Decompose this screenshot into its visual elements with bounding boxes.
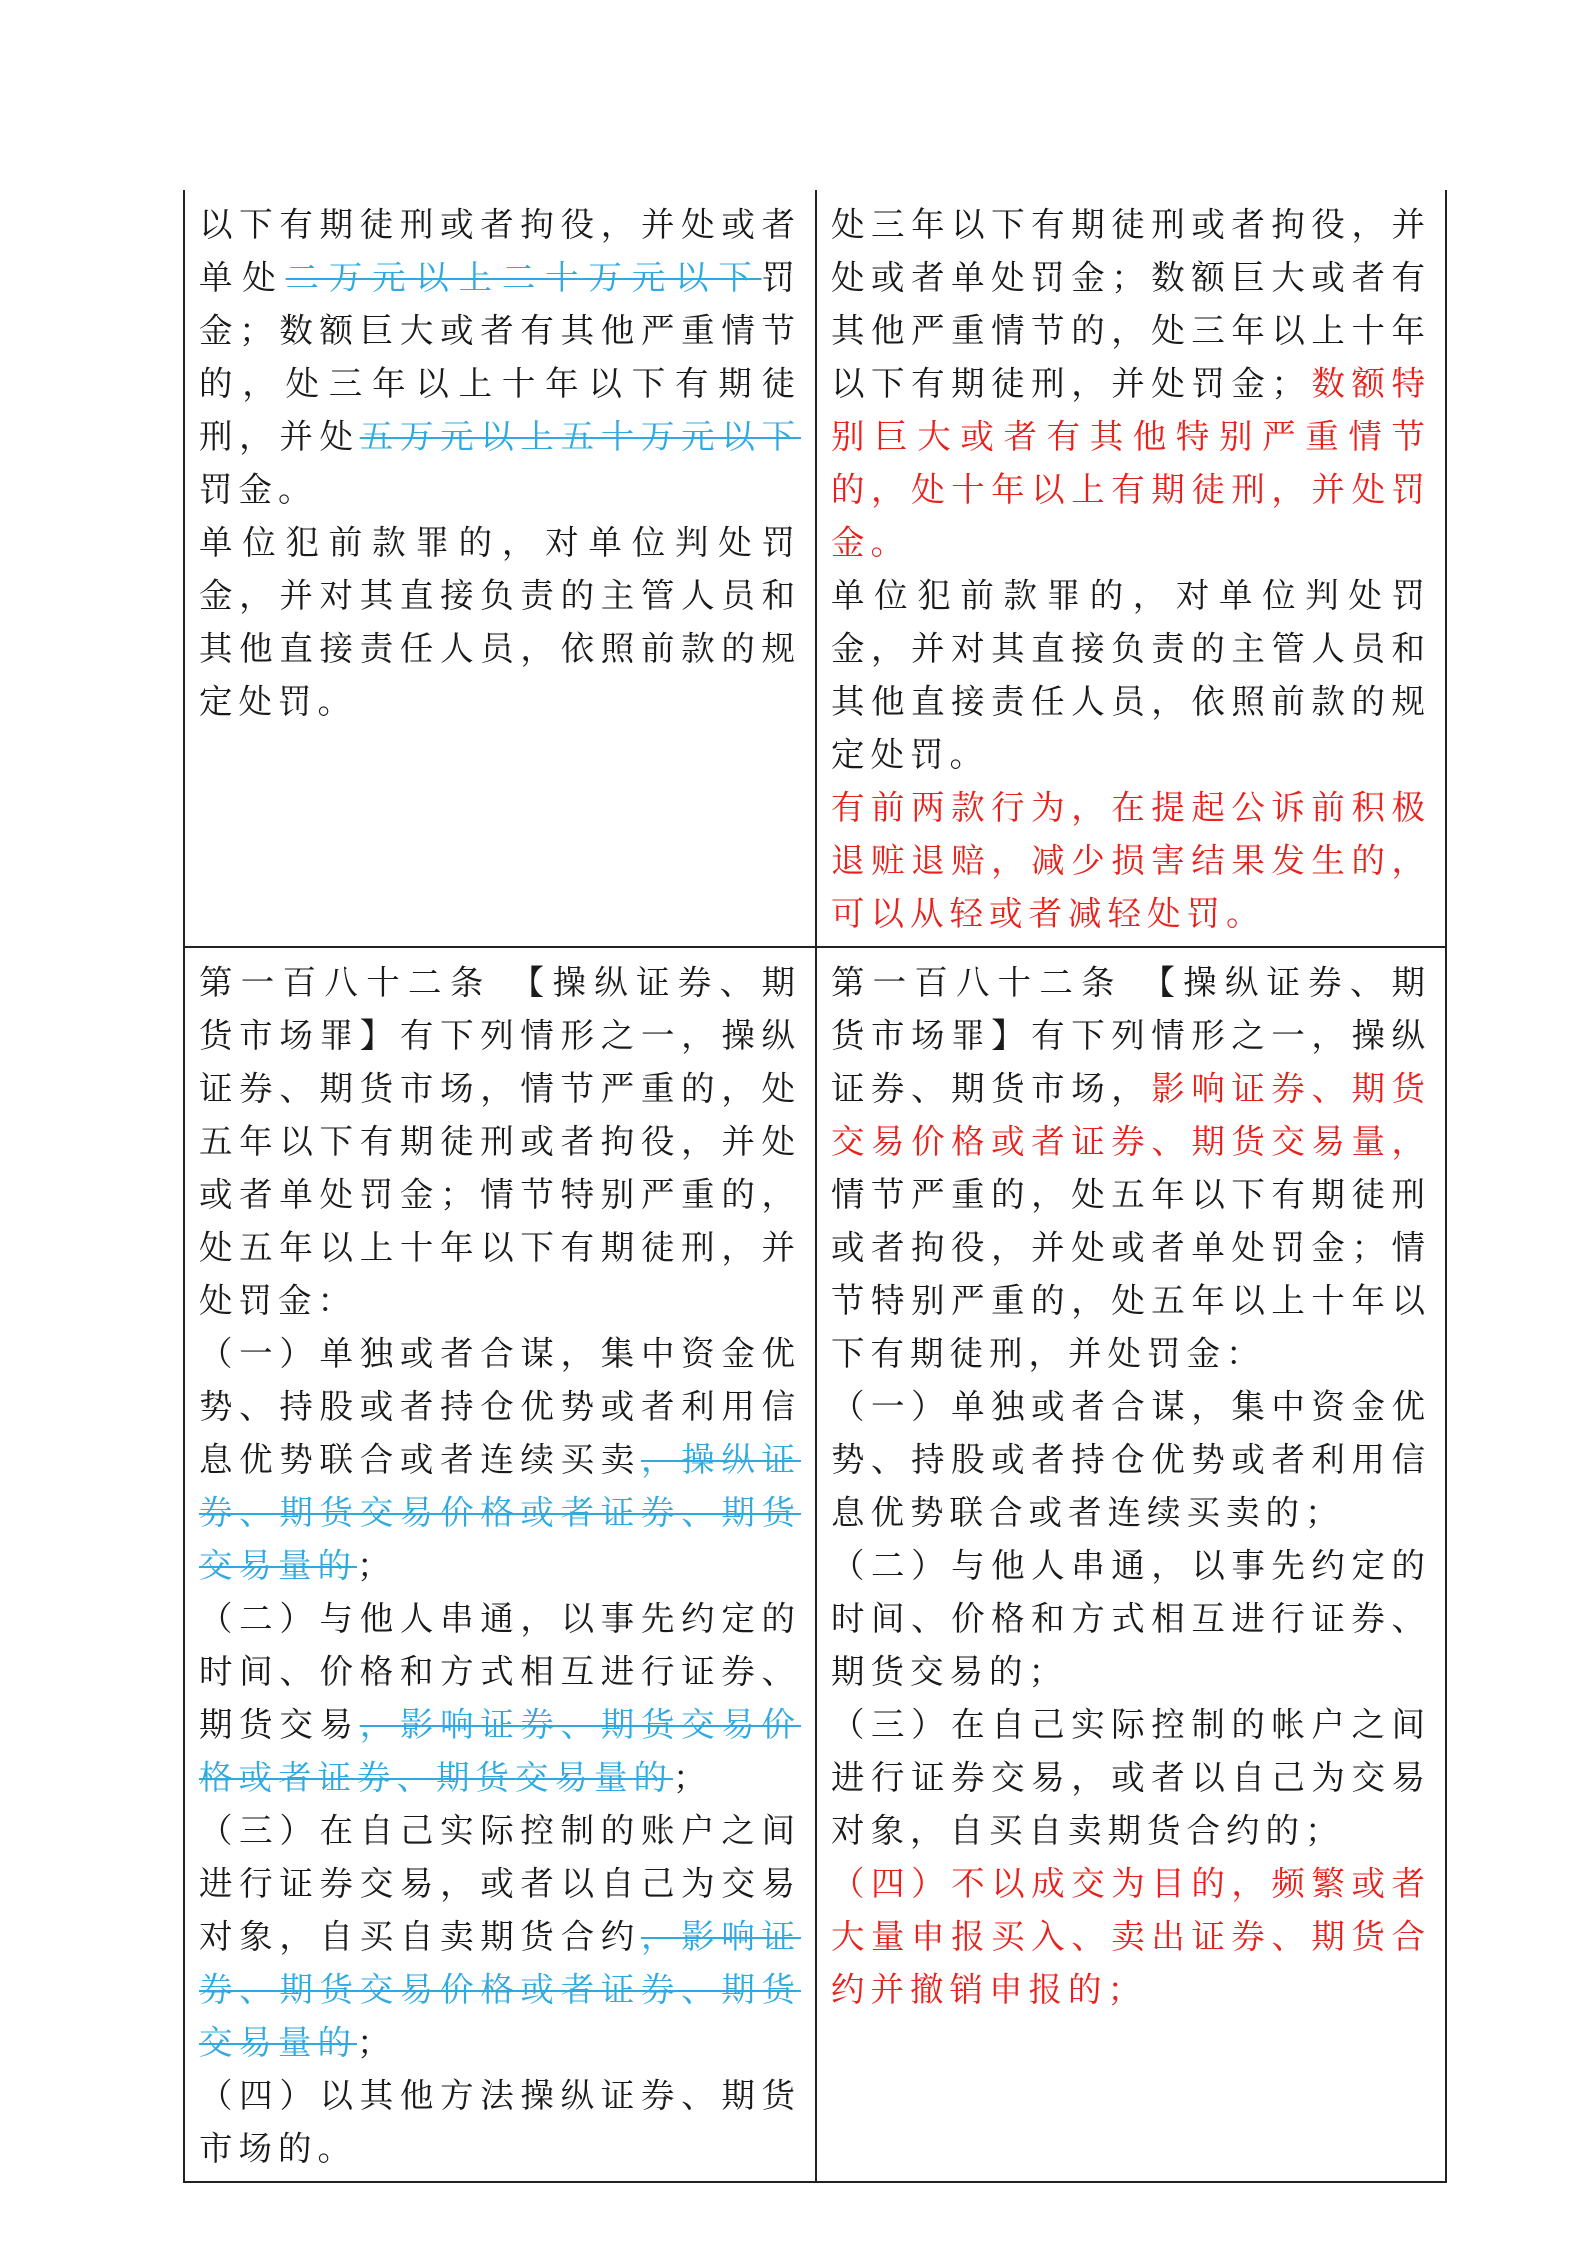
clause-paragraph [831,1698,1431,1857]
clause-text: 以下有期徒刑或者拘役，并处或者单处 [199,205,801,297]
deleted-text: 五万元以上五十万元以下 [359,417,802,456]
clause-paragraph [199,956,801,1327]
clause-paragraph [199,198,801,516]
clause-paragraph [199,2069,801,2175]
clause-paragraph [831,781,1431,940]
clause-text: （三）在自己实际控制的账户之间进行证券交易，或者以自己为交易对象，自买自卖期货合约 [199,1811,801,1956]
inserted-text: （四）不以成交为目的，频繁或者大量申报买入、卖出证券、期货合约并撤销申报的； [831,1864,1431,2009]
clause-paragraph [831,569,1431,781]
old-text-cell [184,190,816,947]
clause-text: 单位犯前款罪的，对单位判处罚金，并对其直接负责的主管人员和其他直接责任人员，依照前款的规定处罚。 [831,576,1431,774]
clause-text: （三）在自己实际控制的帐户之间进行证券交易，或者以自己为交易对象，自买自卖期货合约的； [831,1705,1431,1850]
clause-text: 罚金；数额巨大或者有其他严重情节的，处三年以上十年以下有期徒刑，并处 [199,258,802,456]
clause-text: ； [357,1546,397,1585]
table-row [184,190,1446,947]
clause-text: （二）与他人串通，以事先约定的时间、价格和方式相互进行证券、期货交易 [199,1599,801,1744]
deleted-text: 二万元以上二十万元以下 [285,258,762,297]
inserted-text: 有前两款行为，在提起公诉前积极退赃退赔，减少损害结果发生的，可以从轻或者减轻处罚。 [831,788,1431,933]
clause-text: 罚金。 [199,470,318,509]
clause-text: 第一百八十二条 【操纵证券、期货市场罪】有下列情形之一，操纵证券、期货市场， [831,963,1431,1108]
clause-paragraph [831,1539,1431,1698]
table-row [184,947,1446,2182]
new-text-cell [816,947,1446,2182]
deleted-text: ，操纵证券、期货交易价格或者证券、期货交易量的 [199,1440,802,1585]
clause-paragraph [831,956,1431,1380]
clause-text: ； [673,1758,713,1797]
clause-text: （四）以其他方法操纵证券、期货市场的。 [199,2076,801,2168]
deleted-text: ，影响证券、期货交易价格或者证券、期货交易量的 [199,1705,802,1797]
inserted-text: 影响证券、期货交易价格或者证券、期货交易量， [831,1069,1432,1161]
law-comparison-table [183,190,1447,2183]
clause-text: 单位犯前款罪的，对单位判处罚金，并对其直接负责的主管人员和其他直接责任人员，依照前款的规定处罚。 [199,523,801,721]
inserted-text: 数额特别巨大或者有其他特别严重情节的，处十年以上有期徒刑，并处罚金。 [831,364,1432,562]
clause-paragraph [199,1804,801,2069]
clause-text: 处三年以下有期徒刑或者拘役，并处或者单处罚金；数额巨大或者有其他严重情节的，处三年以上十年以下有期徒刑，并处罚金； [831,205,1431,403]
clause-paragraph [199,1592,801,1804]
clause-text: 情节严重的，处五年以下有期徒刑或者拘役，并处或者单处罚金；情节特别严重的，处五年以上十年以下有期徒刑，并处罚金： [831,1175,1431,1373]
deleted-text: ，影响证券、期货交易价格或者证券、期货交易量的 [199,1917,802,2062]
clause-text: （一）单独或者合谋，集中资金优势、持股或者持仓优势或者利用信息优势联合或者连续买卖 [199,1334,801,1479]
clause-text: （一）单独或者合谋，集中资金优势、持股或者持仓优势或者利用信息优势联合或者连续买卖的； [831,1387,1431,1532]
clause-paragraph [831,1857,1431,2016]
clause-paragraph [831,198,1431,569]
old-text-cell [184,947,816,2182]
new-text-cell [816,190,1446,947]
clause-paragraph [831,1380,1431,1539]
clause-paragraph [199,516,801,728]
clause-text: 第一百八十二条 【操纵证券、期货市场罪】有下列情形之一，操纵证券、期货市场，情节严重的，处五年以下有期徒刑或者拘役，并处或者单处罚金；情节特别严重的，处五年以上十年以下有期徒刑，并处罚金： [199,963,801,1320]
clause-text: （二）与他人串通，以事先约定的时间、价格和方式相互进行证券、期货交易的； [831,1546,1431,1691]
clause-paragraph [199,1327,801,1592]
clause-text: ； [357,2023,397,2062]
